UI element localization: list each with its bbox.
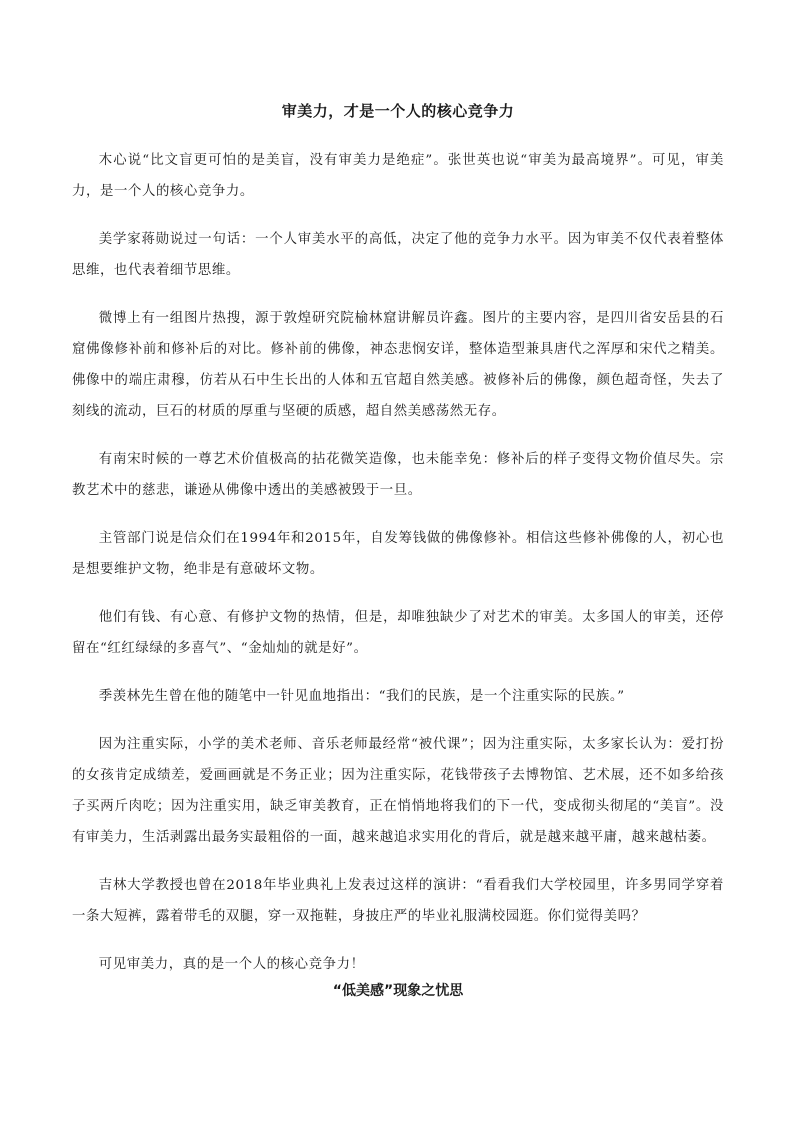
paragraph-7: 季羡林先生曾在他的随笔中一针见血地指出：“我们的民族，是一个注重实际的民族。” [98,689,625,704]
paragraph-10: 可见审美力，真的是一个人的核心竞争力！ [98,957,365,972]
paragraph-5: 主管部门说是信众们在1994年和2015年，自发筹钱做的佛像修补。相信这些修补佛像的人，初心也是想要维护文物，绝非是有意破坏文物。 [72,531,724,577]
paragraph-1: 木心说“比文盲更可怕的是美盲，没有审美力是绝症”。张世英也说“审美为最高境界”。可见，审美力，是一个人的核心竞争力。 [72,153,724,199]
paragraph-9: 吉林大学教授也曾在2018年毕业典礼上发表过这样的演讲：“看看我们大学校园里，许多男同学穿着一条大短裤，露着带毛的双腿，穿一双拖鞋，身披庄严的毕业礼服满校园逛。你们觉得美吗？ [72,878,724,924]
paragraph-6: 他们有钱、有心意、有修护文物的热情，但是，却唯独缺少了对艺术的审美。太多国人的审美，还停留在“红红绿绿的多喜气”、“金灿灿的就是好”。 [72,610,724,656]
article-body [72,145,724,997]
paragraph-2: 美学家蒋勋说过一句话：一个人审美水平的高低，决定了他的竞争力水平。因为审美不仅代表着整体思维，也代表着细节思维。 [72,232,724,278]
paragraph-4: 有南宋时候的一尊艺术价值极高的拈花微笑造像，也未能幸免：修补后的样子变得文物价值尽失。宗教艺术中的慈悲，谦逊从佛像中透出的美感被毁于一旦。 [72,452,724,498]
paragraph-3: 微博上有一组图片热搜，源于敦煌研究院榆林窟讲解员许鑫。图片的主要内容，是四川省安岳县的石窟佛像修补前和修补后的对比。修补前的佛像，神态悲悯安详，整体造型兼具唐代之浑厚和宋代之精美。佛像中的端庄肃穆，仿若从石中生长出的人体和五官超自然美感。被修补后的佛像，颜色超奇怪，失去了刻线的流动，巨石的材质的厚重与坚硬的质感，超自然美感荡然无存。 [72,311,724,419]
article-title: 审美力，才是一个人的核心竞争力 [281,102,515,120]
section-subtitle: “低美感”现象之忧思 [332,983,464,999]
paragraph-8: 因为注重实际，小学的美术老师、音乐老师最经常“被代课”；因为注重实际，太多家长认为：爱打扮的女孩肯定成绩差，爱画画就是不务正业；因为注重实际，花钱带孩子去博物馆、艺术展，还不如多给孩子买两斤肉吃；因为注重实用，缺乏审美教育，正在悄悄地将我们的下一代，变成彻头彻尾的“美盲”。没有审美力，生活剥露出最务实最粗俗的一面，越来越追求实用化的背后，就是越来越平庸，越来越枯萎。 [72,737,724,845]
